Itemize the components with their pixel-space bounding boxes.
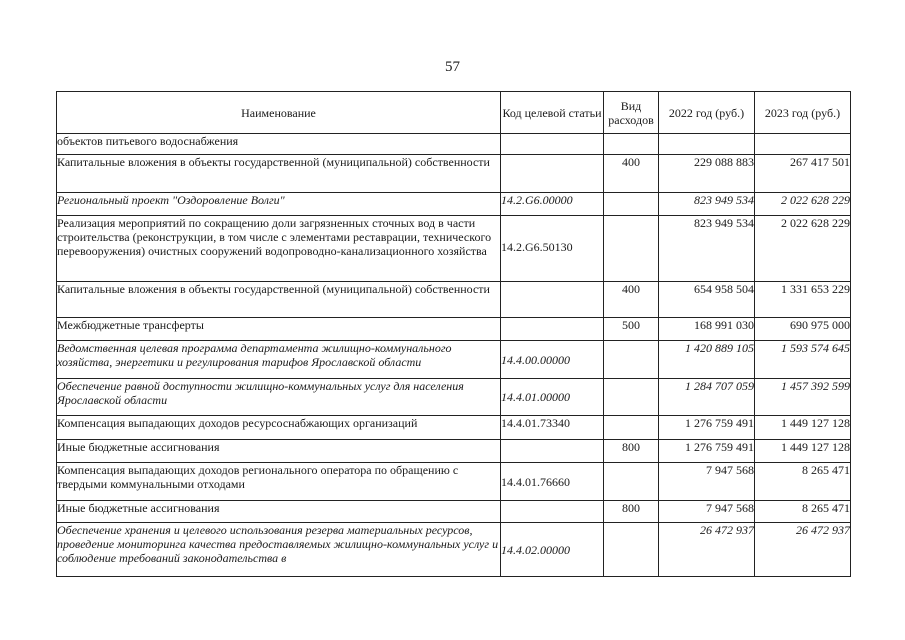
row-2023: 1 449 127 128 — [755, 416, 851, 440]
row-type: 800 — [604, 501, 659, 523]
row-code: 14.2.G6.50130 — [501, 216, 604, 282]
row-name: Реализация мероприятий по сокращению доли загрязненных сточных вод в части строительства (реконструкции, в том числе с элементами реставрации, технического перевооружения) очистных сооружений водопроводно-канализационного хозяйства — [57, 216, 501, 282]
row-2023: 1 449 127 128 — [755, 440, 851, 463]
row-name: Капитальные вложения в объекты государственной (муниципальной) собственности — [57, 155, 501, 193]
table-row — [57, 193, 851, 216]
row-type: 400 — [604, 155, 659, 193]
row-name: Обеспечение хранения и целевого использования резерва материальных ресурсов, проведение мониторинга качества предоставляемых жилищно-коммунальных услуг и соблюдение требований законодательства в — [57, 523, 501, 577]
row-name: Иные бюджетные ассигнования — [57, 440, 501, 463]
row-code: 14.4.01.76660 — [501, 463, 604, 501]
row-code: 14.4.01.00000 — [501, 379, 604, 416]
row-2022: 1 276 759 491 — [659, 416, 755, 440]
page-number: 57 — [445, 59, 460, 75]
row-2023: 8 265 471 — [755, 501, 851, 523]
row-code — [501, 501, 604, 523]
row-code: 14.4.02.00000 — [501, 523, 604, 577]
row-name: объектов питьевого водоснабжения — [57, 134, 501, 155]
row-2022: 823 949 534 — [659, 216, 755, 282]
row-name: Иные бюджетные ассигнования — [57, 501, 501, 523]
row-name: Обеспечение равной доступности жилищно-коммунальных услуг для населения Ярославской области — [57, 379, 501, 416]
row-2023: 267 417 501 — [755, 155, 851, 193]
row-name: Региональный проект "Оздоровление Волги" — [57, 193, 501, 216]
row-2023: 8 265 471 — [755, 463, 851, 501]
row-code: 14.4.00.00000 — [501, 341, 604, 379]
row-2022: 229 088 883 — [659, 155, 755, 193]
header-2023: 2023 год (руб.) — [755, 92, 851, 134]
table-header-row — [57, 92, 851, 134]
row-type — [604, 463, 659, 501]
table-row — [57, 416, 851, 440]
row-type: 400 — [604, 282, 659, 318]
row-name: Капитальные вложения в объекты государственной (муниципальной) собственности — [57, 282, 501, 318]
header-code: Код целевой статьи — [501, 92, 604, 134]
header-2022: 2022 год (руб.) — [659, 92, 755, 134]
row-2023: 2 022 628 229 — [755, 216, 851, 282]
row-2022 — [659, 134, 755, 155]
row-2023: 1 331 653 229 — [755, 282, 851, 318]
row-code — [501, 282, 604, 318]
header-type: Вид расходов — [604, 92, 659, 134]
table-row — [57, 282, 851, 318]
row-name: Межбюджетные трансферты — [57, 318, 501, 341]
row-name: Компенсация выпадающих доходов регионального оператора по обращению с твердыми коммунальными отходами — [57, 463, 501, 501]
row-2022: 7 947 568 — [659, 463, 755, 501]
row-2023: 1 457 392 599 — [755, 379, 851, 416]
row-2023: 26 472 937 — [755, 523, 851, 577]
row-code — [501, 134, 604, 155]
budget-table — [56, 91, 851, 577]
row-code: 14.2.G6.00000 — [501, 193, 604, 216]
row-type — [604, 216, 659, 282]
row-2023: 1 593 574 645 — [755, 341, 851, 379]
row-type: 800 — [604, 440, 659, 463]
table-row — [57, 379, 851, 416]
row-code — [501, 155, 604, 193]
table-row — [57, 155, 851, 193]
header-name: Наименование — [57, 92, 501, 134]
row-2022: 168 991 030 — [659, 318, 755, 341]
row-code: 14.4.01.73340 — [501, 416, 604, 440]
row-name: Компенсация выпадающих доходов ресурсоснабжающих организаций — [57, 416, 501, 440]
row-type: 500 — [604, 318, 659, 341]
table-row — [57, 216, 851, 282]
row-2022: 654 958 504 — [659, 282, 755, 318]
row-type — [604, 416, 659, 440]
table-row — [57, 501, 851, 523]
row-2022: 1 284 707 059 — [659, 379, 755, 416]
row-code — [501, 440, 604, 463]
table-row — [57, 440, 851, 463]
row-2022: 7 947 568 — [659, 501, 755, 523]
row-2022: 1 420 889 105 — [659, 341, 755, 379]
table-row — [57, 318, 851, 341]
row-2022: 26 472 937 — [659, 523, 755, 577]
row-type — [604, 379, 659, 416]
table-row — [57, 134, 851, 155]
row-type — [604, 134, 659, 155]
row-type — [604, 523, 659, 577]
row-2022: 823 949 534 — [659, 193, 755, 216]
row-2023 — [755, 134, 851, 155]
table-row — [57, 341, 851, 379]
row-type — [604, 341, 659, 379]
row-2023: 690 975 000 — [755, 318, 851, 341]
row-2023: 2 022 628 229 — [755, 193, 851, 216]
row-type — [604, 193, 659, 216]
table-row — [57, 463, 851, 501]
table-row — [57, 523, 851, 577]
row-name: Ведомственная целевая программа департамента жилищно-коммунального хозяйства, энергетики и регулирования тарифов Ярославской области — [57, 341, 501, 379]
row-2022: 1 276 759 491 — [659, 440, 755, 463]
row-code — [501, 318, 604, 341]
